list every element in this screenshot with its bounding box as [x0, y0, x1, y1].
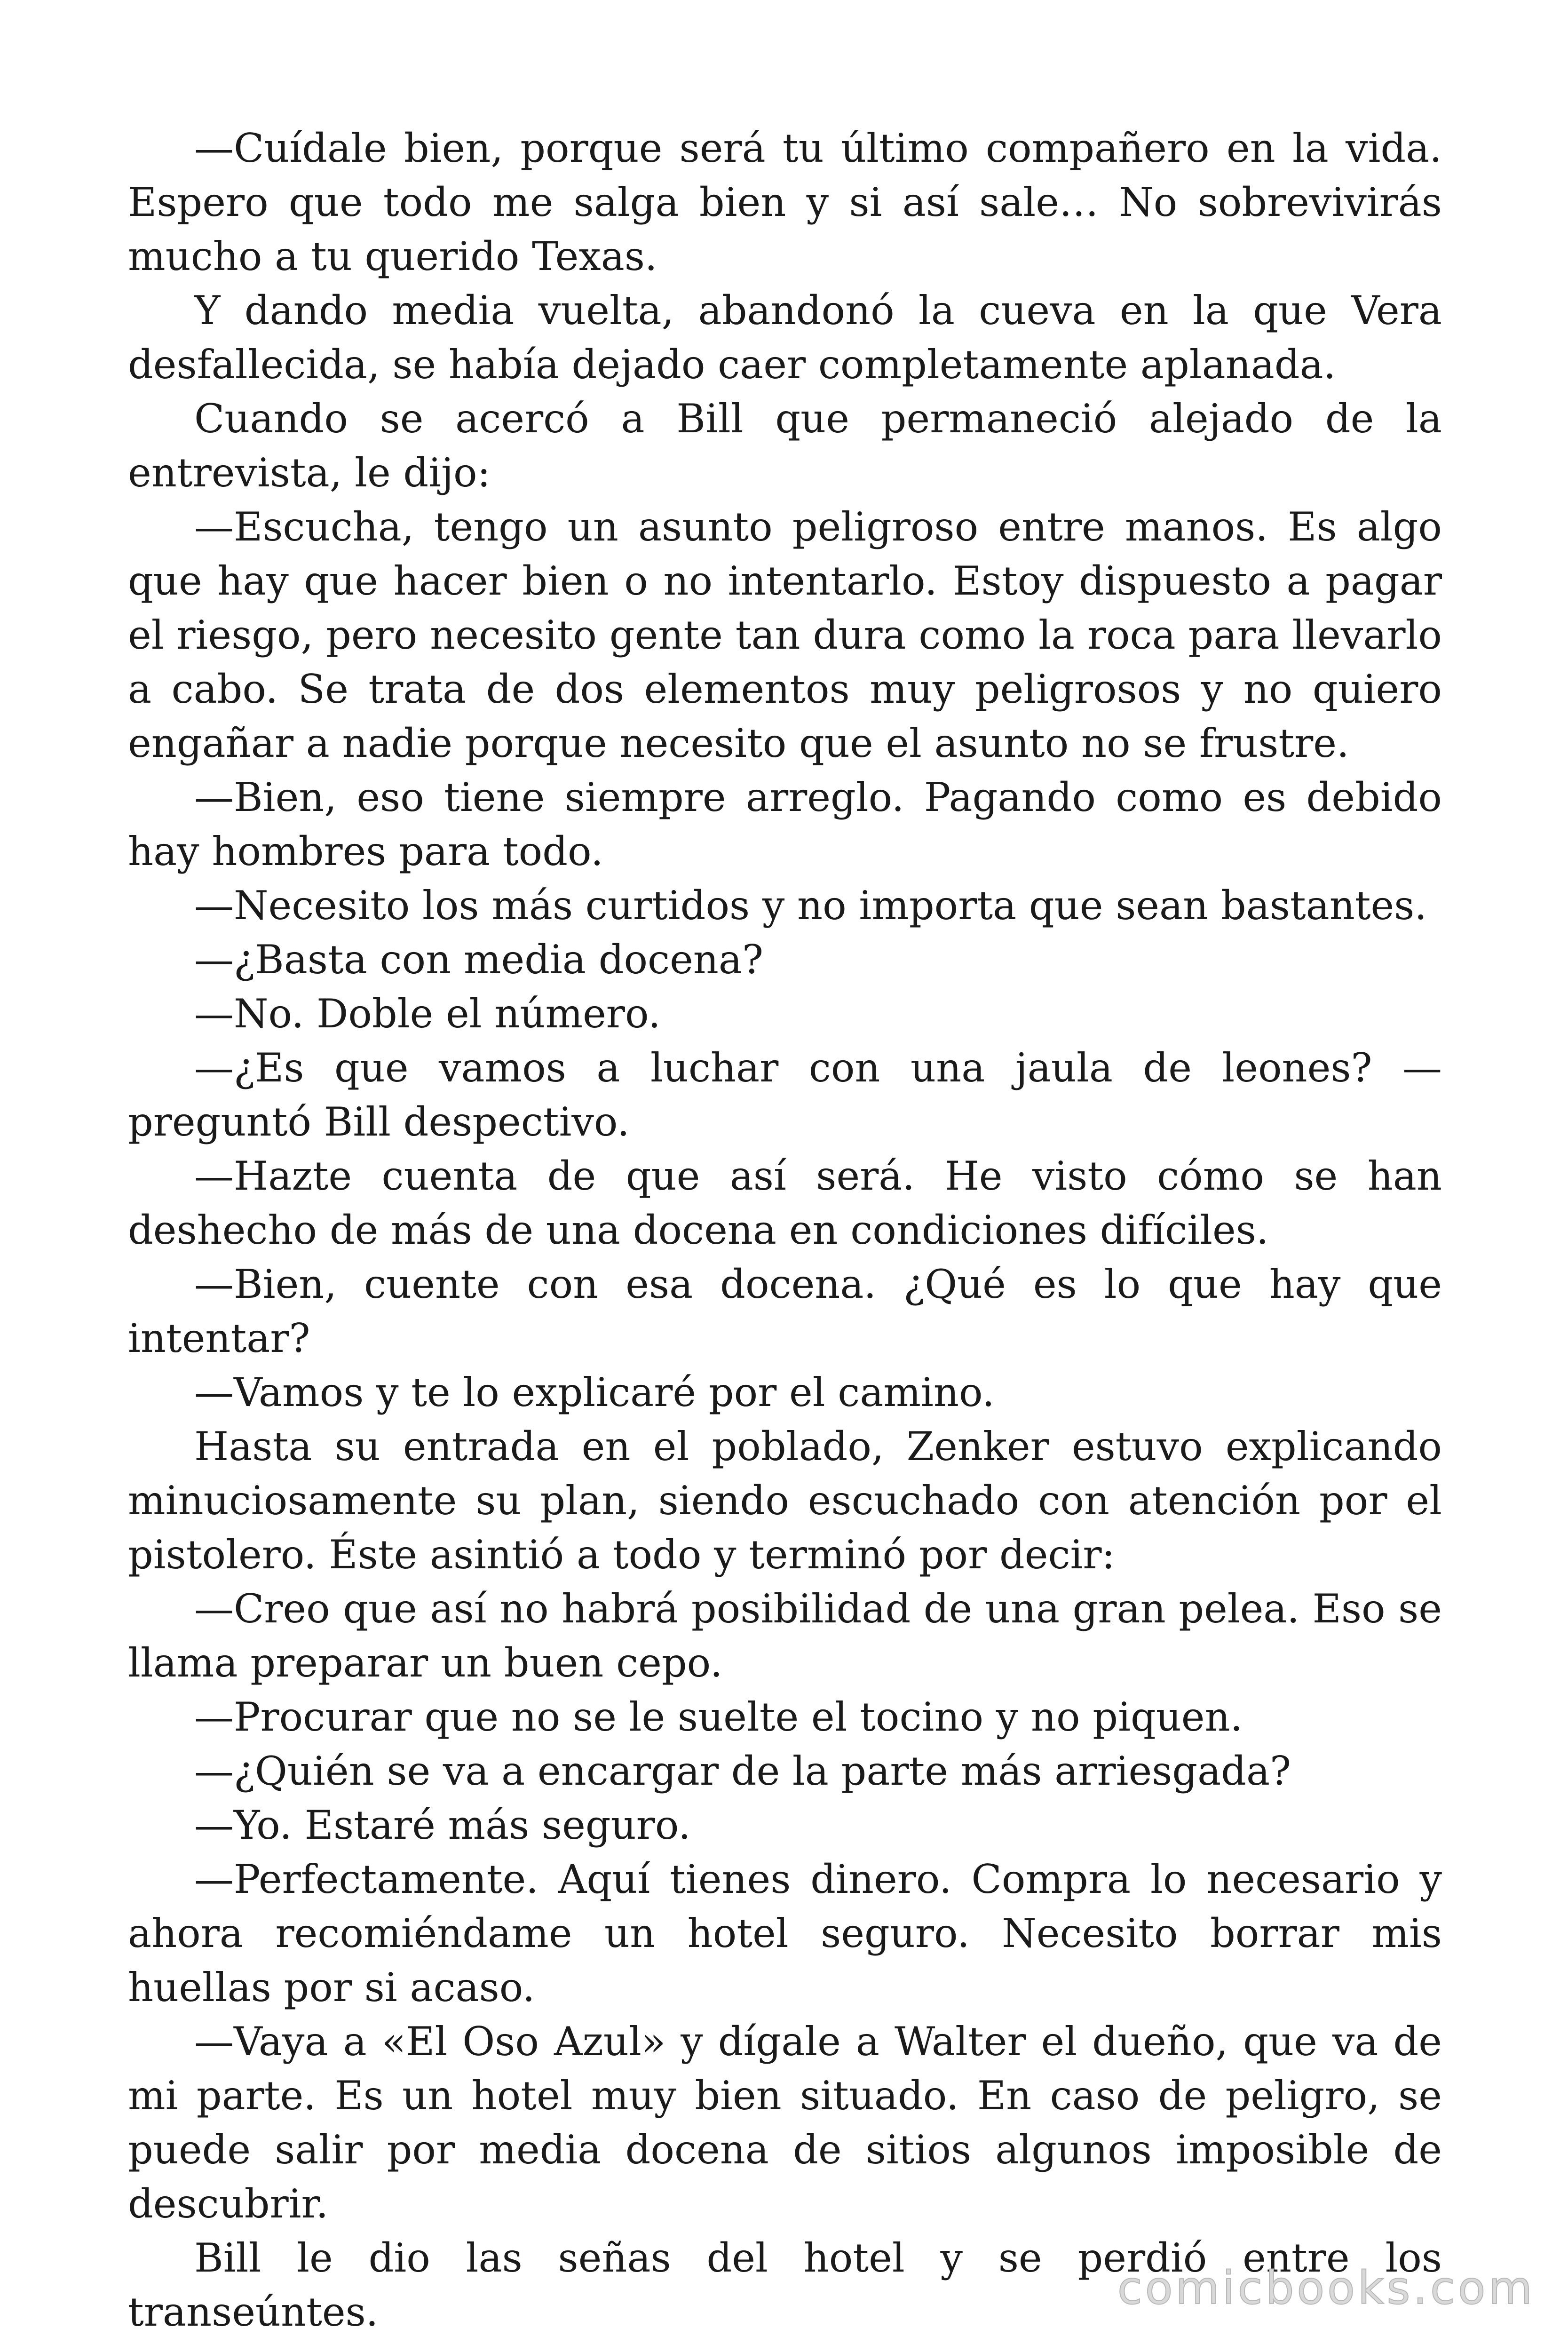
paragraph: Bill le dio las señas del hotel y se perdió entre los transeúntes.: [128, 2235, 1442, 2335]
paragraph: —Creo que así no habrá posibilidad de una gran pelea. Eso se llama preparar un buen cepo.: [128, 1586, 1442, 1686]
paragraph: —Cuídale bien, porque será tu último compañero en la vida. Espero que todo me salga bien y si así sale… No sobrevivirás mucho a tu querido Texas.: [128, 125, 1442, 279]
paragraph: —Bien, cuente con esa docena. ¿Qué es lo que hay que intentar?: [128, 1261, 1442, 1361]
paragraph: —Perfectamente. Aquí tienes dinero. Compra lo necesario y ahora recomiéndame un hotel seguro. Necesito borrar mis huellas por si acaso.: [128, 1856, 1442, 2010]
paragraph: —Vamos y te lo explicaré por el camino.: [194, 1369, 995, 1415]
paragraph: Hasta su entrada en el poblado, Zenker estuvo explicando minuciosamente su plan, siendo escuchado con atención por el pistolero. Éste asintió a todo y terminó por decir:: [128, 1423, 1442, 1578]
book-page-text: [128, 121, 1442, 2339]
paragraph: —Yo. Estaré más seguro.: [194, 1802, 691, 1848]
paragraph: —¿Basta con media docena?: [194, 937, 764, 983]
paragraph: —Bien, eso tiene siempre arreglo. Pagando como es debido hay hombres para todo.: [128, 774, 1442, 874]
paragraph: —¿Quién se va a encargar de la parte más arriesgada?: [194, 1748, 1291, 1794]
paragraph: Cuando se acercó a Bill que permaneció alejado de la entrevista, le dijo:: [128, 396, 1442, 496]
paragraph: —Vaya a «El Oso Azul» y dígale a Walter el dueño, que va de mi parte. Es un hotel muy bien situado. En caso de peligro, se puede salir por media docena de sitios algunos imposible de descubrir.: [128, 2018, 1442, 2227]
watermark: comicbooks.com: [1117, 2262, 1535, 2314]
paragraph: —Hazte cuenta de que así será. He visto cómo se han deshecho de más de una docena en condiciones difíciles.: [128, 1153, 1442, 1253]
paragraph: —¿Es que vamos a luchar con una jaula de leones? —preguntó Bill despectivo.: [128, 1045, 1442, 1145]
paragraph: —No. Doble el número.: [194, 991, 661, 1037]
paragraph: —Necesito los más curtidos y no importa que sean bastantes.: [194, 882, 1427, 929]
paragraph: —Escucha, tengo un asunto peligroso entre manos. Es algo que hay que hacer bien o no intentarlo. Estoy dispuesto a pagar el riesgo, pero necesito gente tan dura como la roca para llevarlo a cabo. Se trata de dos elementos muy peligrosos y no quiero engañar a nadie porque necesito que el asunto no se frustre.: [128, 504, 1442, 766]
paragraph: —Procurar que no se le suelte el tocino y no piquen.: [194, 1694, 1243, 1740]
paragraph: Y dando media vuelta, abandonó la cueva en la que Vera desfallecida, se había dejado caer completamente aplanada.: [128, 287, 1442, 388]
